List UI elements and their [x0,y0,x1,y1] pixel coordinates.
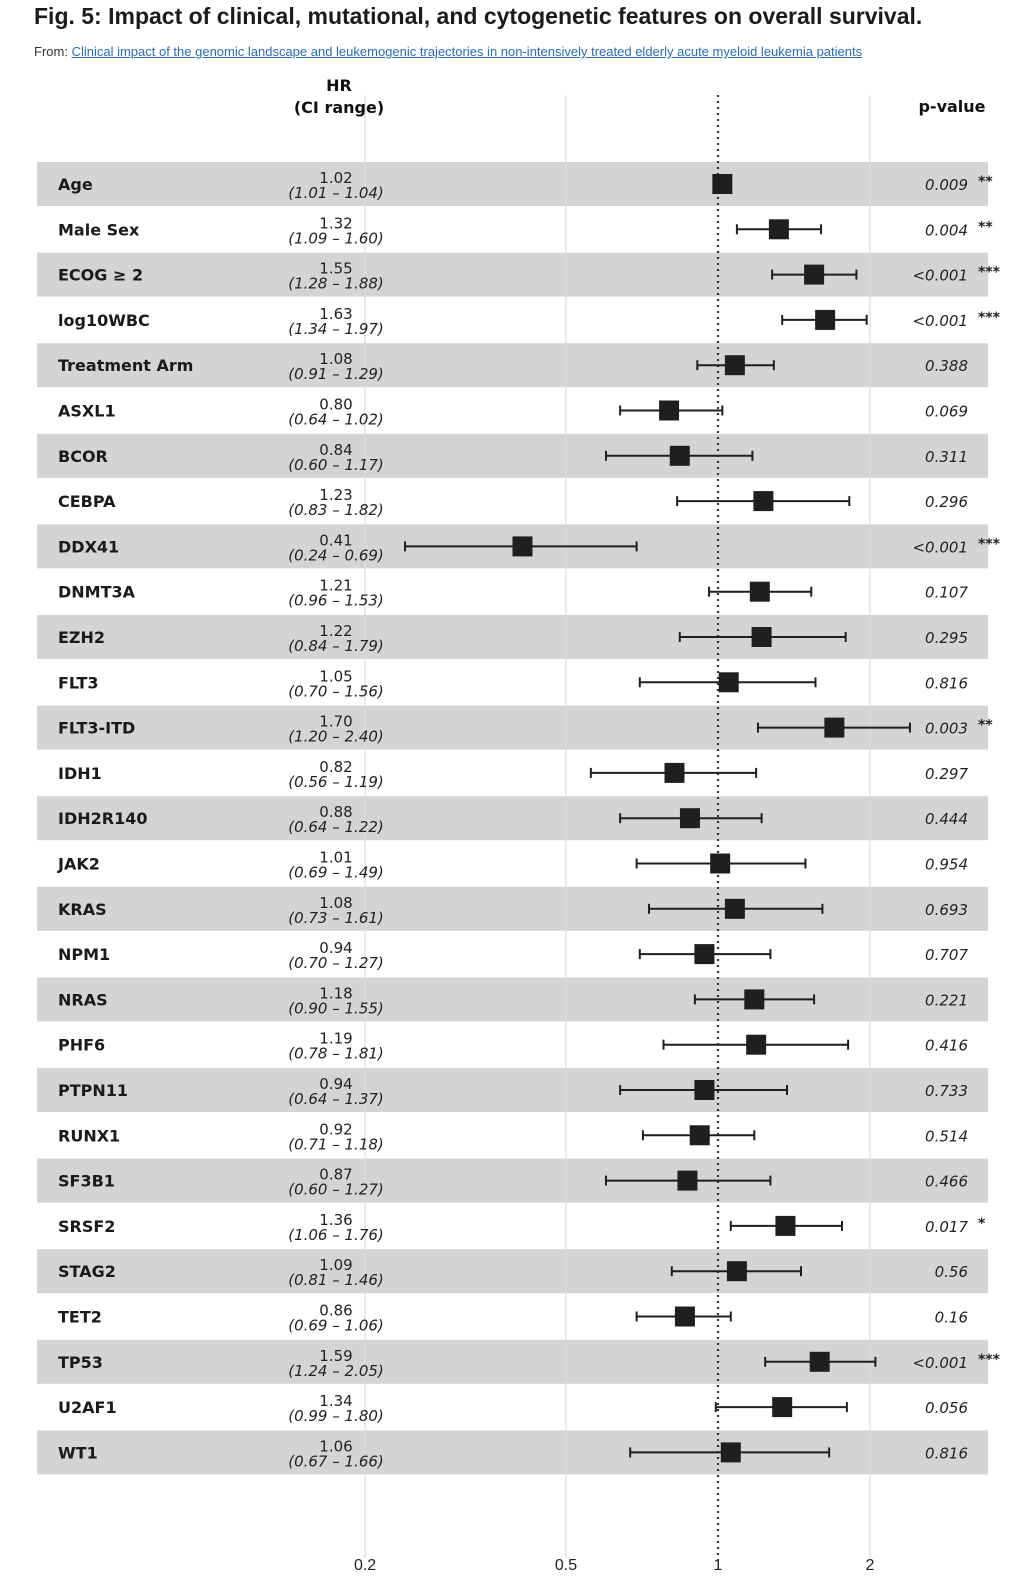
p-value-label: 0.056 [925,1399,968,1418]
p-value-label: <0.001 [912,538,968,557]
p-value-header: p-value [918,97,986,116]
hr-point-marker [753,491,773,511]
row-label: RUNX1 [58,1126,121,1146]
row-label: NPM1 [58,945,111,965]
row-band [37,887,988,931]
hr-value-label: 1.05 [319,667,353,686]
hr-point-marker [725,355,745,375]
ci-range-label: (1.20 – 2.40) [288,727,384,746]
p-value-label: 0.514 [925,1127,968,1146]
row-label: IDH1 [58,763,102,783]
p-value-label: 0.816 [925,1444,968,1463]
forest-row [58,214,993,247]
ci-range-label: (0.70 – 1.27) [288,954,384,973]
hr-point-marker [512,536,532,556]
hr-value-label: 1.08 [319,350,353,369]
row-label: PHF6 [58,1035,106,1055]
row-label: ASXL1 [58,401,116,421]
hr-point-marker [725,899,745,919]
ci-range-label: (0.64 – 1.37) [288,1090,384,1108]
p-value-label: 0.017 [925,1217,968,1236]
x-tick-label: 1 [713,1557,723,1575]
p-value-label: 0.296 [925,493,968,512]
hr-point-marker [664,763,684,783]
row-label: WT1 [58,1443,98,1463]
row-label: PTPN11 [58,1081,129,1100]
ci-range-label: (0.60 – 1.27) [288,1180,384,1199]
row-label: FLT3-ITD [58,718,136,738]
ci-range-label: (0.90 – 1.55) [288,999,384,1018]
ci-range-label: (0.84 – 1.79) [288,637,384,655]
forest-row [58,577,968,610]
row-label: SF3B1 [58,1171,115,1191]
ci-range-label: (0.96 – 1.53) [288,591,384,610]
hr-value-label: 1.59 [319,1346,353,1365]
p-value-label: 0.16 [934,1308,968,1327]
row-label: KRAS [58,899,107,919]
significance-stars: *** [978,309,1000,326]
hr-point-marker [804,265,824,285]
ci-range-label: (0.69 – 1.06) [288,1316,384,1335]
p-value-label: 0.009 [925,176,968,194]
forest-row [58,758,968,791]
p-value-label: 0.297 [925,764,968,783]
row-label: U2AF1 [58,1398,117,1418]
hr-value-label: 1.08 [319,893,353,912]
forest-row [58,305,1001,338]
ci-range-label: (0.64 – 1.02) [288,410,384,429]
forest-row [58,1302,968,1335]
hr-point-marker [727,1261,747,1281]
x-tick-label: 0.2 [353,1557,377,1575]
hr-point-marker [694,944,714,964]
hr-point-marker [690,1125,710,1145]
hr-value-label: 0.94 [319,939,353,958]
row-band [37,977,988,1021]
x-tick-label: 0.5 [554,1557,578,1575]
hr-header-line2: (CI range) [293,98,385,117]
hr-value-label: 0.92 [319,1120,353,1139]
row-label: BCOR [58,446,108,466]
p-value-label: 0.069 [925,402,968,421]
p-value-label: 0.733 [925,1082,968,1100]
hr-point-marker [752,627,772,647]
significance-stars: * [978,1215,986,1232]
hr-point-marker [744,989,764,1009]
row-band [37,162,988,206]
forest-row [58,939,968,972]
hr-point-marker [721,1442,741,1462]
row-label: CEBPA [58,492,116,512]
significance-stars: ** [978,174,993,190]
row-label: NRAS [58,990,108,1010]
ci-range-label: (1.06 – 1.76) [288,1225,384,1244]
p-value-label: 0.221 [925,991,968,1010]
ci-range-label: (0.24 – 0.69) [288,546,384,565]
forest-row [58,1392,968,1425]
hr-point-marker [677,1171,697,1191]
hr-value-label: 0.82 [319,757,353,776]
p-value-label: <0.001 [912,266,968,285]
source-prefix: From: [34,44,72,59]
hr-value-label: 0.41 [319,531,353,550]
ci-range-label: (0.69 – 1.49) [288,863,384,882]
p-value-label: 0.295 [925,629,968,647]
x-tick-label: 2 [865,1557,875,1575]
hr-value-label: 1.32 [319,214,353,233]
x-axis-layer [354,1557,875,1574]
ci-range-label: (0.83 – 1.82) [288,501,384,520]
row-label: Age [58,175,93,194]
hr-value-label: 1.34 [319,1392,353,1411]
forest-row [57,849,968,882]
hr-value-label: 1.55 [319,259,353,278]
row-band [37,1249,988,1293]
p-value-label: 0.56 [934,1263,968,1282]
hr-point-marker [710,854,730,874]
hr-point-marker [659,401,679,421]
hr-value-label: 1.70 [319,712,353,731]
p-value-label: 0.466 [925,1172,968,1191]
forest-row [58,486,968,519]
row-band [37,434,988,478]
row-label: ECOG ≥ 2 [58,265,144,285]
p-value-label: 0.816 [925,674,968,693]
hr-value-label: 1.63 [319,304,353,323]
row-label: log10WBC [58,310,150,330]
ci-range-label: (0.71 – 1.18) [288,1135,384,1154]
p-value-label: 0.416 [925,1036,968,1055]
p-value-label: 0.107 [925,583,968,602]
hr-value-label: 1.06 [319,1437,353,1456]
hr-point-marker [719,672,739,692]
row-label: STAG2 [58,1262,116,1282]
row-label: SRSF2 [58,1216,116,1236]
ci-range-label: (1.28 – 1.88) [288,274,384,293]
ci-range-label: (0.70 – 1.56) [288,682,384,701]
hr-point-marker [775,1216,795,1236]
hr-point-marker [670,446,690,466]
figure-title: Fig. 5: Impact of clinical, mutational, and cytogenetic features on overall survival. [34,3,923,29]
row-band [37,1430,988,1474]
ci-range-label: (0.99 – 1.80) [288,1407,384,1426]
hr-value-label: 0.86 [319,1301,353,1320]
row-label: TP53 [58,1352,103,1372]
ci-range-label: (1.34 – 1.97) [288,319,384,338]
hr-point-marker [769,219,789,239]
p-value-label: 0.003 [925,719,968,738]
p-value-label: 0.954 [925,855,968,874]
hr-value-label: 1.19 [319,1029,353,1048]
row-label: IDH2R140 [58,809,148,829]
p-value-label: 0.444 [925,810,968,829]
row-band [37,796,988,840]
p-value-label: 0.707 [925,946,968,965]
p-value-label: 0.388 [925,357,968,376]
source-article-link[interactable]: Clinical impact of the genomic landscape and leukemogenic trajectories in non-intensively treated elderly acute myeloid leukemia patients [71,44,863,59]
row-label: EZH2 [58,628,106,647]
forest-row [58,667,968,700]
row-label: DDX41 [58,537,120,557]
ci-range-label: (0.60 – 1.17) [288,455,384,474]
ci-range-label: (0.67 – 1.66) [288,1452,384,1471]
hr-point-marker [824,718,844,738]
hr-point-marker [694,1080,714,1100]
ci-range-label: (1.09 – 1.60) [288,229,384,248]
row-label: DNMT3A [58,582,136,602]
row-label: Male Sex [58,220,140,240]
row-label: TET2 [58,1307,102,1327]
ci-range-label: (0.56 – 1.19) [288,772,384,791]
ci-range-label: (1.01 – 1.04) [288,184,384,202]
ci-range-label: (0.91 – 1.29) [288,365,384,384]
significance-stars: ** [978,219,993,236]
ci-range-label: (0.78 – 1.81) [288,1044,384,1063]
hr-point-marker [675,1307,695,1327]
hr-value-label: 0.87 [319,1165,353,1184]
hr-value-label: 1.23 [319,486,353,505]
row-label: JAK2 [58,854,100,874]
hr-value-label: 0.94 [319,1075,353,1093]
hr-point-marker [680,808,700,828]
row-label: Treatment Arm [58,356,194,376]
hr-value-label: 0.88 [319,803,353,822]
hr-value-label: 1.22 [319,622,353,640]
p-value-label: 0.004 [925,221,968,240]
significance-stars: *** [978,1351,1000,1368]
significance-stars: *** [978,536,1000,553]
forest-row [58,1120,968,1153]
row-band [37,1068,988,1112]
column-header-layer [294,76,986,117]
hr-value-label: 1.09 [319,1256,353,1275]
hr-value-label: 1.36 [319,1210,353,1229]
hr-header-line1: HR [326,76,352,95]
hr-point-marker [750,582,770,602]
p-value-label: 0.311 [925,447,968,466]
hr-value-label: 1.18 [319,984,353,1003]
ci-range-label: (0.64 – 1.22) [288,818,384,837]
forest-row [58,1030,968,1063]
hr-point-marker [772,1397,792,1417]
ci-range-label: (1.24 – 2.05) [288,1361,384,1380]
hr-point-marker [815,310,835,330]
hr-point-marker [746,1035,766,1055]
hr-value-label: 1.02 [319,169,353,187]
row-label: FLT3 [58,673,99,693]
p-value-label: <0.001 [912,1353,968,1372]
hr-value-label: 0.84 [319,440,353,459]
significance-stars: *** [978,264,1000,281]
forest-row [58,396,968,429]
ci-range-label: (0.73 – 1.61) [288,908,384,927]
hr-value-label: 1.01 [319,848,353,867]
row-band [37,1159,988,1203]
ci-range-label: (0.81 – 1.46) [288,1271,384,1290]
hr-point-marker [810,1352,830,1372]
significance-stars: ** [978,717,993,734]
p-value-label: 0.693 [925,900,968,919]
hr-point-marker [712,174,732,194]
hr-value-label: 0.80 [319,395,353,414]
forest-row [58,1211,986,1244]
p-value-label: <0.001 [912,311,968,330]
hr-value-label: 1.21 [319,576,353,595]
